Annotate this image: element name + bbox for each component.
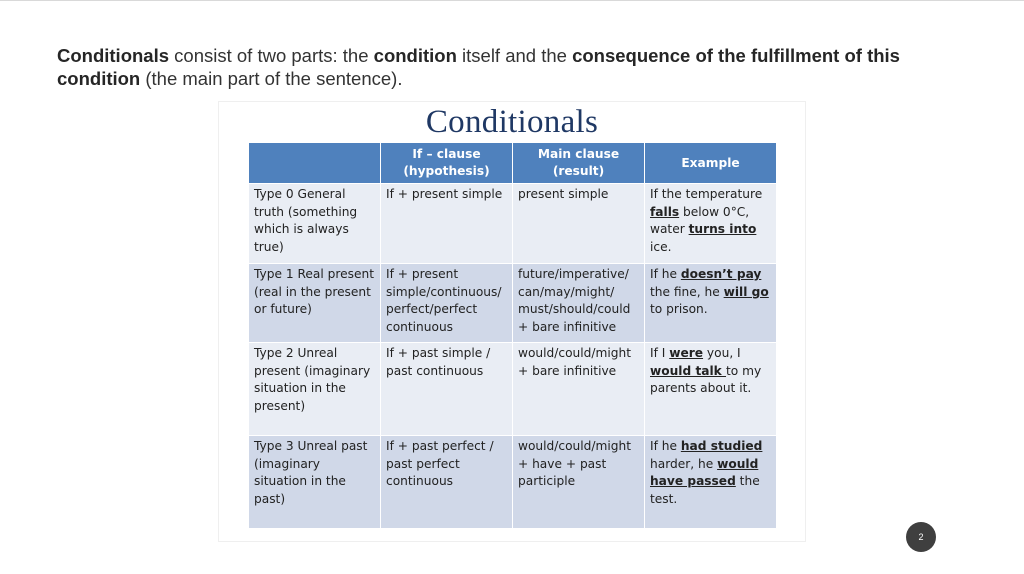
example-emphasis: had studied [680,439,763,453]
example-text: below 0°C, water [650,204,750,237]
example-text: If I [650,346,670,360]
example-emphasis: doesn’t pay [680,267,762,281]
example-text: harder, he [650,456,718,471]
header-cell: Example [645,143,777,184]
intro-term-consequence: consequence of the fulfillment of this condition [57,45,900,89]
intro-text: (the main part of the sentence). [140,68,403,89]
example-text: to my parents about it. [650,363,762,396]
example-emphasis: would have passed [650,456,759,489]
intro-text: consist of two parts: the [169,45,374,66]
type-cell: Type 0 General truth (something which is always true) [249,184,381,264]
table-row [249,264,777,343]
example-emphasis: falls [650,204,680,219]
example-cell [645,184,777,264]
example-text: ice. [650,240,672,255]
intro-term-condition: condition [373,45,457,66]
if-clause-cell: If + past simple / past continuous [381,343,513,436]
main-clause-cell: would/could/might + bare infinitive [513,343,645,436]
intro-term-conditionals: Conditionals [57,45,170,66]
header-cell: If – clause (hypothesis) [381,143,513,184]
table-row [249,436,777,529]
table-header-row [249,143,777,184]
if-clause-cell: If + past perfect / past perfect continuous [381,436,513,529]
intro-text: itself and the [456,45,573,66]
conditionals-figure [218,101,806,542]
figure-title: Conditionals [425,104,599,140]
conditionals-table [248,142,777,529]
example-cell [645,264,777,343]
intro-paragraph [57,44,977,90]
example-text: to prison. [650,302,708,317]
table-row [249,184,777,264]
table-row [249,343,777,436]
example-text: the fine, he [650,284,724,299]
example-cell [645,343,777,436]
example-text: If the temperature [650,187,763,201]
type-cell: Type 2 Unreal present (imaginary situation in the present) [249,343,381,436]
main-clause-cell: future/imperative/ can/may/might/ must/should/could + bare infinitive [513,264,645,343]
type-cell: Type 1 Real present (real in the present or future) [249,264,381,343]
top-edge-line [0,0,1024,1]
main-clause-cell: present simple [513,184,645,264]
header-cell: Main clause (result) [513,143,645,184]
page-number-badge: 2 [906,522,936,552]
main-clause-cell: would/could/might + have + past participle [513,436,645,529]
if-clause-cell: If + present simple/continuous/ perfect/perfect continuous [381,264,513,343]
header-cell [249,143,381,184]
example-cell [645,436,777,529]
type-cell: Type 3 Unreal past (imaginary situation in the past) [249,436,381,529]
example-emphasis: turns into [688,222,757,237]
example-emphasis: will go [723,284,769,299]
example-text: you, I [703,346,741,360]
example-emphasis: were [669,346,704,360]
example-text: the test. [650,474,760,507]
if-clause-cell: If + present simple [381,184,513,264]
example-emphasis: would talk [650,363,727,378]
example-text: If he [650,267,681,281]
example-text: If he [650,439,681,453]
